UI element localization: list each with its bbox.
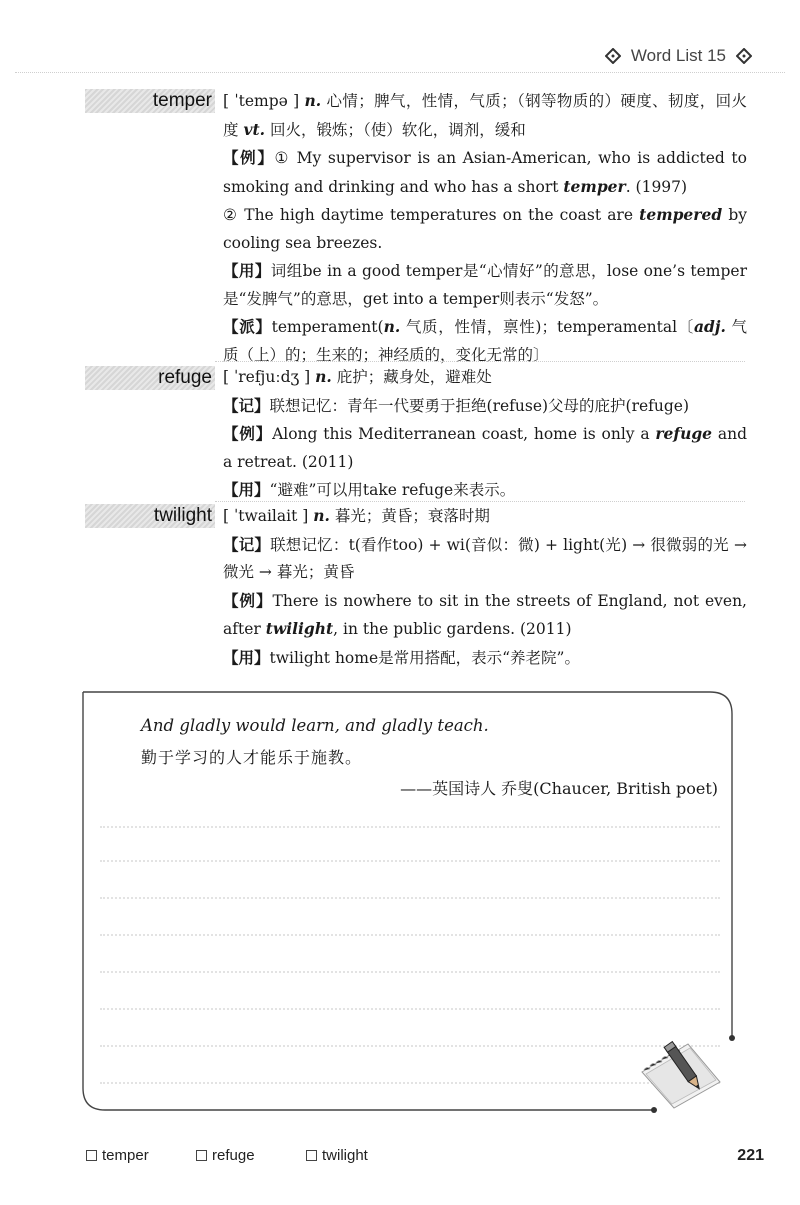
example-label: 【例】 <box>223 590 273 610</box>
example-1 <box>223 144 747 201</box>
writing-line <box>100 826 720 828</box>
entry-body-temper <box>223 87 747 369</box>
checkbox-label: temper <box>102 1147 149 1164</box>
memory-note <box>223 392 747 421</box>
memory-text: 联想记忆：t(看作too) + wi(音似：微) + light(光) → 很微弱的光 → 微光 → 暮光；黄昏 <box>223 535 747 581</box>
quote-chinese: 勤于学习的人才能乐于施教。 <box>141 748 363 767</box>
example-label: 【例】 <box>223 424 273 443</box>
writing-line <box>100 1082 720 1084</box>
definition: 庇护；藏身处，避难处 <box>336 368 492 386</box>
usage-note <box>223 257 747 313</box>
part-of-speech: n. <box>315 367 332 386</box>
headword: twilight <box>153 505 212 526</box>
writing-line <box>100 934 720 936</box>
part-of-speech: adj. <box>693 317 726 336</box>
example-1 <box>223 420 747 476</box>
memory-note <box>223 531 747 587</box>
example-text: Along this Mediterranean coast, home is only a <box>272 425 650 443</box>
headword: refuge <box>158 367 212 388</box>
quote-source: ——英国诗人 乔叟(Chaucer, British poet) <box>400 779 718 798</box>
derivation-text: 气质，性情，禀性)；temperamental〔 <box>400 318 694 336</box>
part-of-speech: n. <box>304 91 322 110</box>
part-of-speech: n. <box>313 506 330 525</box>
checkbox-label: twilight <box>322 1147 368 1164</box>
definition-line <box>223 363 747 392</box>
memory-label: 【记】 <box>223 395 270 415</box>
memory-text: 联想记忆：青年一代要勇于拒绝(refuse)父母的庇护(refuge) <box>269 396 690 415</box>
header-divider <box>15 72 785 73</box>
entry-body-twilight <box>223 502 747 672</box>
entry-headword-twilight <box>85 504 215 528</box>
checkbox-refuge[interactable] <box>196 1147 255 1164</box>
definition: 暮光；黄昏；衰落时期 <box>334 507 490 525</box>
usage-label: 【用】 <box>223 647 270 667</box>
writing-line <box>100 860 720 862</box>
definition: 心情；脾气，性情，气质；（钢等物质的）硬度、韧度，回火度 <box>223 92 747 139</box>
diamond-icon <box>605 48 621 64</box>
usage-note <box>223 644 747 673</box>
definition: 回火，锻炼；（使）软化，调剂，缓和 <box>269 120 526 139</box>
example-text: by cooling sea breezes. <box>223 206 747 252</box>
checkbox-twilight[interactable] <box>306 1147 368 1164</box>
derivation-label: 【派】 <box>223 317 272 336</box>
notepad-pencil-icon <box>636 1030 726 1110</box>
example-text: . (1997) <box>625 177 688 196</box>
example-text: ① My supervisor is an Asian-American, who is addicted to smoking and drinking and who has a short <box>223 149 747 196</box>
writing-line <box>100 897 720 899</box>
example-2 <box>223 201 747 257</box>
phonetic: [ ˈrefjuːdʒ ] <box>223 368 311 386</box>
writing-line <box>100 1008 720 1010</box>
definition-line <box>223 502 747 531</box>
example-keyword: tempered <box>639 205 723 224</box>
checkbox-label: refuge <box>212 1147 255 1164</box>
part-of-speech: n. <box>383 317 401 336</box>
headword: temper <box>152 90 212 111</box>
checkbox-square[interactable] <box>86 1150 97 1161</box>
quote-english: And gladly would learn, and gladly teach. <box>141 716 489 735</box>
page-header <box>605 46 752 66</box>
entry-body-refuge <box>223 363 747 505</box>
example-text: ② The high daytime temperatures on the coast are <box>223 206 634 224</box>
entry-headword-temper <box>85 89 215 113</box>
usage-label: 【用】 <box>223 261 271 280</box>
example-label: 【例】 <box>223 148 275 167</box>
entry-divider <box>215 361 745 362</box>
definition-line <box>223 87 747 144</box>
part-of-speech: vt. <box>243 119 266 139</box>
checkbox-square[interactable] <box>306 1150 317 1161</box>
example-1 <box>223 587 747 644</box>
example-keyword: twilight <box>265 619 334 638</box>
example-text: and a retreat. (2011) <box>223 425 747 471</box>
writing-line <box>100 1045 720 1047</box>
checkbox-square[interactable] <box>196 1150 207 1161</box>
derivation-text: 气质（上）的；生来的；神经质的，变化无常的〕 <box>223 318 747 364</box>
derivation-text: temperament( <box>271 318 384 336</box>
example-keyword: temper <box>563 176 626 196</box>
usage-label: 【用】 <box>223 480 270 499</box>
example-text: , in the public gardens. (2011) <box>333 620 572 638</box>
page-number: 221 <box>737 1147 764 1164</box>
example-keyword: refuge <box>655 424 713 443</box>
phonetic: [ ˈtwailait ] <box>223 507 309 525</box>
usage-text: twilight home是常用搭配，表示“养老院”。 <box>269 648 580 667</box>
writing-line <box>100 971 720 973</box>
phonetic: [ ˈtempə ] <box>223 92 300 110</box>
memory-label: 【记】 <box>223 534 271 554</box>
checkbox-temper[interactable] <box>86 1147 149 1164</box>
word-list-title: Word List 15 <box>630 46 726 65</box>
usage-text: 词组be in a good temper是“心情好”的意思，lose one’s temper是“发脾气”的意思，get into a temper则表示“发怒”。 <box>223 262 747 308</box>
entry-headword-refuge <box>85 366 215 390</box>
usage-text: “避难”可以用take refuge来表示。 <box>269 481 516 499</box>
example-text: There is nowhere to sit in the streets of England, not even, after <box>223 591 747 638</box>
diamond-icon <box>736 48 752 64</box>
